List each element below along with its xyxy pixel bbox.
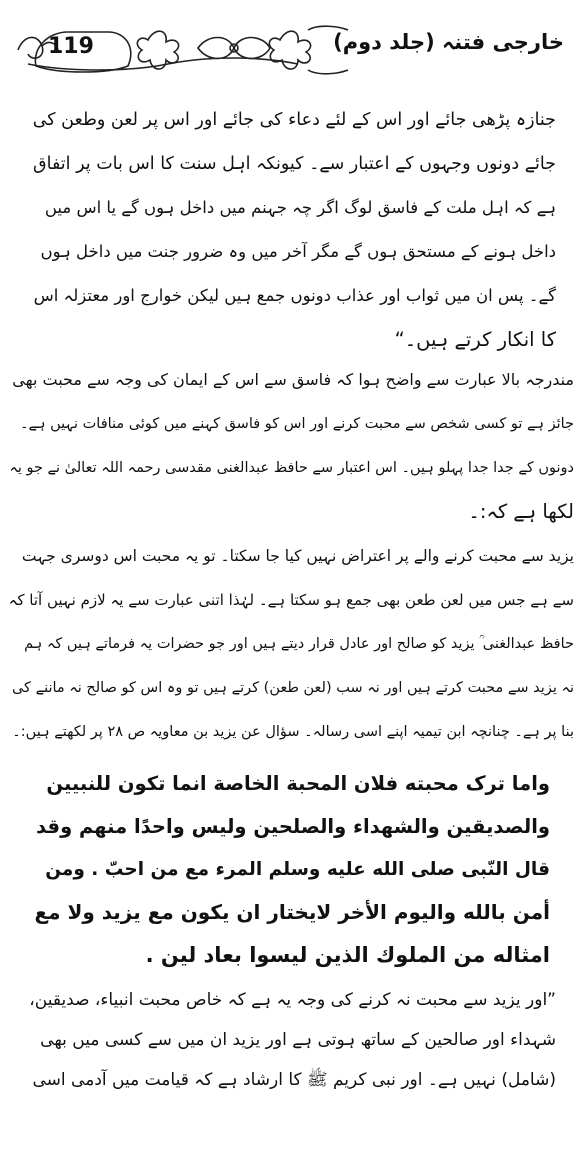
arabic-quotation	[34, 762, 550, 977]
text-line: (شامل) نہیں ہے۔ اور نبی کریم ﷺ کا ارشاد ہے کہ قیامت میں آدمی اسی	[32, 1070, 556, 1090]
text-line: امثاله من الملوك الذين ليسوا بعاد لين .	[145, 943, 550, 967]
page-header	[8, 20, 580, 80]
text-line: حافظ عبدالغنی ؒ یزید کو صالح اور عادل قرار دیتے ہیں اور جو حضرات یہ فرماتے ہیں کہ ہم	[24, 636, 574, 652]
text-line: جائے دونوں وجہوں کے اعتبار سے۔ کیونکہ اہل سنت کا اس بات پر اتفاق	[33, 154, 556, 174]
text-line: والصديقين والشهداء والصلحين وليس واحدًا منهم وقد	[36, 815, 550, 838]
text-line: سے ہے جس میں لعن طعن بھی جمع ہو سکتا ہے۔ لہٰذا اتنی عبارت سے یہ لازم نہیں آتا کہ	[8, 591, 574, 609]
text-line: گے۔ پس ان میں ثواب اور عذاب دونوں جمع ہیں لیکن خوارج اور معتزلہ اس	[33, 286, 556, 305]
urdu-translation	[26, 980, 556, 1100]
text-line: واما ترک محبته فلان المحبة الخاصة انما تكون للنبيين	[46, 772, 550, 795]
text-line: أمن بالله واليوم الأخر لايختار ان يكون مع يزيد ولا مع	[34, 900, 550, 924]
paragraph-explanation	[8, 358, 574, 534]
running-title: خارجی فتنہ (جلد دوم)	[333, 30, 564, 54]
text-line: بنا پر ہے۔ چنانچہ ابن تیمیہ اپنے اسی رسالہ۔ سؤال عن یزید بن معاویہ ص ۲۸ پر لکھتے ہیں:۔	[12, 724, 574, 740]
text-line: جائز ہے تو کسی شخص سے محبت کرنے اور اس کو فاسق کہنے میں کوئی منافات نہیں ہے۔	[19, 416, 574, 432]
text-line: داخل ہونے کے مستحق ہوں گے مگر آخر میں وہ ضرور جنت میں داخل ہوں	[40, 242, 556, 261]
passage-quote-continued	[30, 98, 556, 362]
text-line: نہ یزید سے محبت کرتے ہیں اور نہ سب (لعن طعن) کرتے ہیں تو وہ اس کو صالح نہ ماننے کی	[11, 680, 574, 696]
text-line: جنازہ پڑھی جائے اور اس کے لئے دعاء کی جائے اور اس پر لعن وطعن کی	[32, 110, 556, 130]
page-number: 119	[48, 34, 94, 59]
paragraph-yazid-love	[8, 534, 574, 754]
text-line: کا انکار کرتے ہیں۔“	[394, 328, 556, 351]
text-line: لکھا ہے کہ:۔	[468, 500, 574, 523]
text-line: دونوں کے جدا جدا پہلو ہیں۔ اس اعتبار سے حافظ عبدالغنی مقدسی رحمہ اللہ تعالیٰ نے جو یہ	[9, 460, 574, 476]
text-line: مندرجہ بالا عبارت سے واضح ہوا کہ فاسق سے اس کے ایمان کی وجہ سے محبت بھی	[12, 370, 574, 389]
text-line: قال النّبى صلى الله عليه وسلم المرء مع من احبّ . ومن	[45, 859, 550, 880]
text-line: شہداء اور صالحین کے ساتھ ہوتی ہے اور یزید ان میں سے کسی میں بھی	[40, 1030, 556, 1050]
text-line: ہے کہ اہل ملت کے فاسق لوگ اگر چہ جہنم میں داخل ہوں گے یا اس میں	[44, 198, 556, 217]
text-line: ”اور یزید سے محبت نہ کرنے کی وجہ یہ ہے کہ خاص محبت انبیاء، صدیقین،	[29, 990, 556, 1010]
text-line: یزید سے محبت کرنے والے پر اعتراض نہیں کیا جا سکتا۔ تو یہ محبت اس دوسری جہت	[21, 547, 574, 565]
